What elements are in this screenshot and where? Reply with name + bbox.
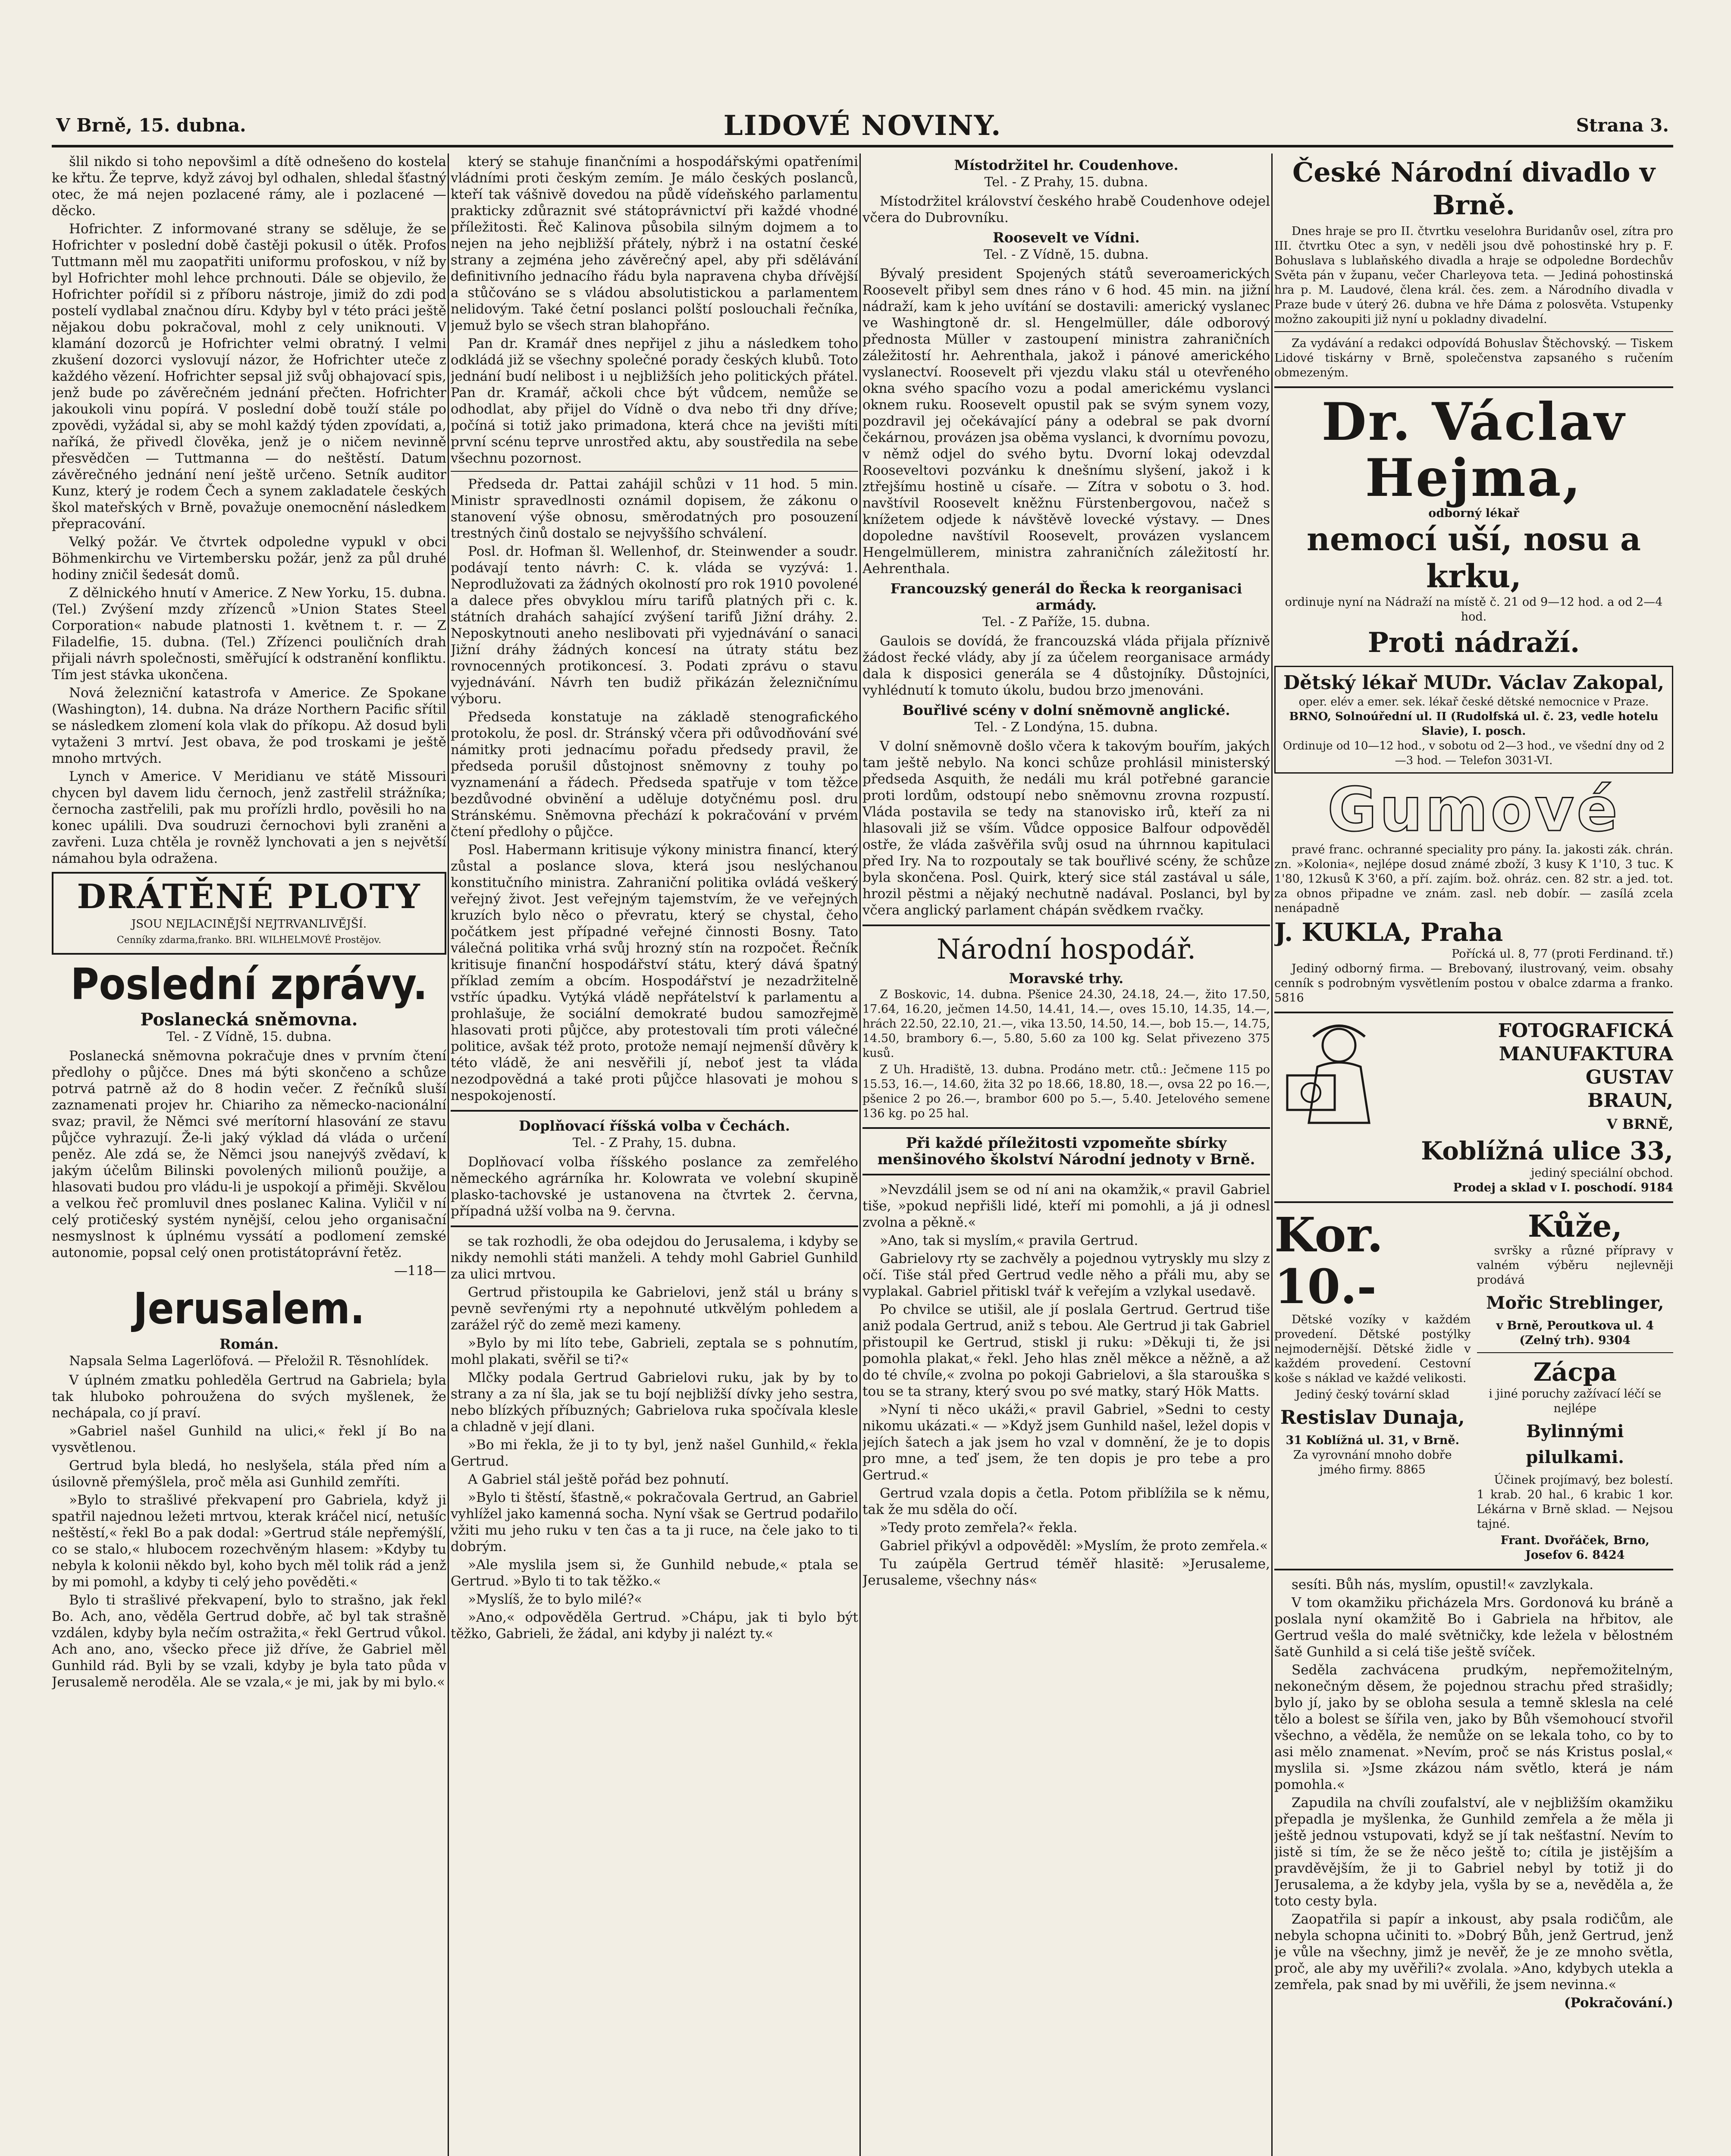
article-text: »Gabriel našel Gunhild na ulici,« řekl jí Bo na vysvětlenou.: [52, 1423, 446, 1455]
article-text: Pan dr. Kramář dnes nepřijel z jihu a následkem toho odkládá již se všechny společné porady českých klubů. Toto jednání budí nelibost i u nejbližších jeho politických přátel. Pan dr. Kramář, ačkoli chce být vůdcem, nemůže se odhodlat, aby přijel do Vídně o dva nebo tři dny dříve; počíná si totiž jako primadona, která chce na jevišti míti první scénu teprve unrostřed aktu, aby soustředila na sebe všechnu pozornost.: [451, 336, 858, 466]
article-text: Posl. Habermann kritisuje výkony ministra financí, který zůstal a poslance slova, která jsou neslýchanou konstitučního ministra. Zahraniční politika ovládá veškerý veřejný život. Jest veřejným tajemstvím, že ve veřejných kruzích bylo něco o převratu, který se chystal, čeho počátkem jest případné veřejné činnosti Bosny. Tato válečná politika vrhá svůj hrozný stín na rozpočet. Řečník kritisuje finanční hospodářství státu, který dává špatný příklad zemím a obcím. Hospodářství je nezadržitelně vstříc úpadku. Vytýká vládě nepřátelství k parlamentu a prohlašuje, že sociální demokraté budou samozřejmě hlasovati proti půjčce, aby protestovali tím proti válečné politice, avšak též proto, protože nemají nejmenší důvěry k této vládě, že ani nesvěřili jí, neboť jest ta vláda nezodpovědná a také proti půjčce hlasovati je mohou s nespokojeností.: [451, 842, 858, 1103]
ad-headline: GUSTAV: [1585, 1066, 1673, 1088]
serial-author: Napsala Selma Lagerlöfová. — Přeložil R. Těsnohlídek.: [69, 1354, 429, 1369]
article-text: »Nyní ti něco ukáži,« pravil Gabriel, »Sedni to cesty nikomu ukázati.« — »Když jsem Gunhild našel, ležel dopis v jejích šatech a jak jsem ho vzal v domnění, že je to dopis pro mne, a teď jsem, že ten dopis je pro tebe a pro Gertrud.«: [862, 1402, 1270, 1483]
article-text: A Gabriel stál ještě pořád bez pohnutí.: [468, 1472, 729, 1487]
article-text: Zaopatřila si papír a inkoust, aby psala rodičům, ale nebyla schopna učiniti to. »Dobrý Bůh, jenž Gertrud, jenž je vůle na všechny, jimž je nevěř, že je ze mnoho světla, proč, ale aby my uvěřili?« zvolala. »Ano, kdybych utekla a zemřela, pak snad by mi uvěřili, že jsem nevinna.«: [1274, 1912, 1673, 1993]
ad-text: Prodej a sklad v I. poschodí. 9184: [1453, 1181, 1673, 1194]
article-text: Gabrielovy rty se zachvěly a pojednou vytryskly mu slzy z očí. Tiše stál před Gertrud vedle něho a přáli mu, aby se vyplakal. Gabriel přitiskl tvář k veřejím a vzlykal usedavě.: [862, 1251, 1270, 1299]
article-text: Posl. dr. Hofman šl. Wellenhof, dr. Steinwender a soudr. podávají tento návrh: C. k. vláda se vyzývá: 1. Neprodlužovati za žádných okolností pro rok 1910 povolené a dalece přes obvyklou míru tarifů platných při c. k. státních drahách sahající zvýšení tarifů Jižní dráhy. 2. Neposkytnouti aneho neslibovati při vyjednávání o sanaci Jižní dráhy žádných koncesí na útraty státu bez rovnocenných protikoncesí. 3. Podati zprávu o stavu vyjednávání. Návrh ten budiž přikázán železničnímu výboru.: [451, 544, 858, 707]
article-text: Seděla zachvácena prudkým, nepřemožitelným, nekonečným děsem, že pojednou strachu před strašidly; bylo jí, jako by se obloha sesula a temně sklesla na celé tělo a bolest se šířila ven, jako by Bůh všemohoucí stvořil všechno, a věděla, že nemůže on se lekala toho, co by to asi mělo znamenat. »Nevím, proč se nás Kristus poslal,« myslila si. »Jsme zkázou nám světlo, která je nám pomohla.«: [1274, 1662, 1673, 1792]
ad-headline: Zácpa: [1533, 1357, 1617, 1387]
continued-note: (Pokračování.): [1564, 1995, 1673, 2011]
article-text: »Ale myslila jsem si, že Gunhild nebude,« ptala se Gertrud. »Bylo ti to tak těžko.«: [451, 1557, 858, 1589]
leather-ad: [1477, 1209, 1674, 1563]
ad-address: Pořícká ul. 8, 77 (proti Ferdinand. tř.): [1452, 947, 1673, 961]
pediatrician-ad: [1274, 666, 1673, 774]
article-text: »Nevzdálil jsem se od ní ani na okamžik,« pravil Gabriel tiše, »pokud nepřišli lidé, kteří mi pomohli, a já ji odnesl zvolna a pěkně.«: [862, 1182, 1270, 1230]
doctor-ad-name: Dr. Václav Hejma,: [1321, 392, 1626, 508]
divider: [1274, 1201, 1673, 1203]
ad-text: Za vyrovnání mnoho dobře jmého firmy. 8865: [1293, 1448, 1452, 1476]
page-number: Strana 3.: [1576, 115, 1669, 136]
article-text: Gertrud přistoupila ke Gabrielovi, jenž stál u brány s pevně sevřenými rty a nepohnuté utkvělým pohledem a zarážel rýč do země mezi kameny.: [451, 1285, 858, 1333]
column-rule: [859, 154, 861, 2156]
section-heading: Poslední zprávy.: [70, 959, 428, 1009]
ad-text: Účinek projímavý, bez bolestí. 1 krab. 20 hal., 6 krabic 1 kor. Lékárna v Brně sklad. — Nejsou tajné.: [1477, 1473, 1673, 1531]
divider: [451, 1225, 858, 1227]
pram-ad: [1274, 1209, 1471, 1563]
column-1: [52, 154, 446, 2156]
article-text: Lynch v Americe. V Meridianu ve státě Missouri chycen byl davem lidu černoch, jenž zastřelil strážníka; černocha zastřelili, pak mu prořízli hrdlo, pověsili ho na konec upálili. Dva soudruzi černochovi byli zraněni a zavřeni. Luza chtěla je rovněž lynchovati a jen s největší námahou byla odražena.: [52, 769, 446, 866]
ad-headline: FOTOGRAFICKÁ: [1498, 1020, 1673, 1042]
theatre-heading: České Národní divadlo v Brně.: [1292, 157, 1656, 221]
article-text: Tu zaúpěla Gertrud téměř hlasitě: »Jerusaleme, Jerusaleme, všechny nás«: [862, 1556, 1270, 1588]
article-heading: Francouzský generál do Řecka k reorganisaci armády.: [890, 580, 1242, 613]
ad-headline: MANUFAKTURA: [1499, 1043, 1673, 1065]
dateline: Tel. - Z Prahy, 15. dubna.: [984, 175, 1148, 190]
ad-text: Dětské vozíky v každém provedení. Dětské postýlky nejmodernější. Dětské židle v každém provedení. Cestovní koše s náklad ve každé velikosti.: [1274, 1313, 1471, 1385]
divider: [862, 1174, 1270, 1175]
article-text: V úplném zmatku pohleděla Gertrud na Gabriela; byla tak hluboko pohroužena do svých myšlenek, že nechápala, co jí praví.: [52, 1373, 446, 1421]
article-text: šlil nikdo si toho nepovšiml a dítě odnešeno do kostela ke křtu. Že teprve, když závoj byl odhalen, shledal šťastný otec, že má nejen pozlacené rámy, ale i pozlacené — děcko.: [52, 154, 446, 219]
column-4: [1274, 154, 1673, 2156]
column-rule: [1271, 154, 1273, 2156]
ad-price: Kor. 10.-: [1274, 1207, 1383, 1314]
article-text: »Bylo to strašlivé překvapení pro Gabriela, když ji spatřil najednou ležeti mrtvou, kterak kráčel nicí, netušíc neštěstí,« řekl Bo a pak dodal: »Gertrud stále nepřemýšlí, co se stalo,« hlubocem rozechvěným hlasem: »Kdyby tu nebyla k kolonii někdo byl, koho bych měl tolik rád a jenž by mi pomohl, a kdyby ti celý jeho pověděti.«: [52, 1492, 446, 1590]
wire-fence-ad: [52, 872, 446, 955]
ad-contact: Cenníky zdarma,franko. BRI. WILHELMOVÉ Prostějov.: [116, 935, 382, 946]
imprint: Za vydávání a redakci odpovídá Bohuslav Štěchovský. — Tiskem Lidové tiskárny v Brně, společenstva zapsaného s ručením obmezeným.: [1274, 337, 1673, 379]
column-2: [451, 154, 858, 2156]
article-text: Předseda dr. Pattai zahájil schůzi v 11 hod. 5 min. Ministr spravedlnosti oznámil dopisem, že zákonu o stanovení výše obnosu, směrodatných pro posouzení trestných činů dostalo se nejvyššího schválení.: [451, 476, 858, 541]
article-text: Bývalý president Spojených států severoamerických Roosevelt přibyl sem dnes ráno v 6 hod. 45 min. na jižní nádraží, kam k jeho uvítání se dostavili: americký vyslanec ve Washingtoně dr. sl. Hengelmüller, dále odborový přednosta Müller v zastoupení ministra zahraničních záležitostí hr. Aehrenthala, jakož i pánové amerického vyslanectví. Roosevelt při vjezdu vlaku stál u otevřeného okna svého spacího vozu a podal americkému vyslanci oknem ruku. Roosevelt opustil pak se svým synem vozy, pozdravil jej očekávající pány a odebral se pak dvorní čekárnou, provázen jsa oběma vyslanci, k dvornímu povozu, v němž odjel do svého bytu. Dvorní lokaj odevzdal Rooseveltovi pozvánku k dnešnímu slyšení, jakož i k ztřejšímu hostině u císaře. — Zítra v sobotu o 3. hod. navštívil Roosevelt kněžnu Fürstenbergovou, načež s knížetem odjede k návštěvě lovecké výstavy. — Dnes dopoledne navštívil Roosevelt, provázen vyslancem Hengelmüllerem, ministra zahraničních záležitostí hr. Aehrenthala.: [862, 266, 1270, 577]
divider: [1274, 1569, 1673, 1570]
article-text: Mlčky podala Gertrud Gabrielovi ruku, jak by by to strany a za ní šla, jak se tu bojí nejbližší dívky jeho sestra, nebo blízkých příbuzných; Gabrielova ruka spočívala klesle a chladně v její dlani.: [451, 1370, 858, 1435]
article-text: »Ano,« odpověděla Gertrud. »Chápu, jak ti bylo být těžko, Gabrieli, že žádal, ani kdyby ji nalézt ty.«: [451, 1610, 858, 1642]
ad-text: pravé franc. ochranné speciality pro pány. Ia. jakosti zák. chrán. zn. »Kolonia«, nejlépe dosud známé zboží, 3 kusy K 1'10, 3 tuc. K 1'80, 12kusů K 3'60, a pří. zajím. bož. ohráz. cen. 82 str. a jed. tot. za obnos připadne ve znám. zasl. neb dobír. — zasílá zcela nenápadně: [1274, 843, 1673, 915]
article-text: Hofrichter. Z informované strany se sděluje, že se Hofrichter v poslední době častěji pokusil o útěk. Profos Tuttmann měl mu zaopatřiti uniformu profoskou, v níž by byl Hofrichter mohl lehce prchnouti. Dále se objevilo, že Hofrichter pořídil si z příboru nástroje, jimiž do zdi pod postelí vydlabal značnou díru. Kdyby byl v této práci ještě nějakou dobu pokračoval, mohl z cely uniknouti. V klamání dozorců je Hofrichter velmi obratný. I velmi zkušení dozorci vyslovují názor, že Hofrichter uteče z každého vězení. Hofrichter sepsal již svůj obhajovací spis, jenž bude po závěrečném jednání přečten. Hofrichter jakoukoli vinu popírá. V poslední době touží stále po zpovědi, vyžádal si, aby se mohl každý týden zpovídati, a, naříká, že přivedl člověka, jenž je o ničem nevinně přesvědčen — Tuttmanna — do neštěstí. Datum závěrečného jednání není ještě určeno. Setník auditor Kunz, který je rodem Čech a synem zakladatele českých škol mateřských v Brně, považuje onemocnění následkem přepracování.: [52, 221, 446, 532]
article-heading: Bouřlivé scény v dolní sněmovně anglické.: [902, 702, 1230, 718]
ad-address: BRNO, Solnoúřední ul. II (Rudolfská ul. č. 23, vedle hotelu Slavie), I. posch.: [1289, 710, 1659, 738]
serial-title: Jerusalem.: [133, 1283, 365, 1334]
article-text: se tak rozhodli, že oba odejdou do Jerusalema, i kdyby se nikdy nemohli státi manželi. A tehdy mohl Gabriel Gunhild za ulici mrtvou.: [451, 1234, 858, 1282]
newspaper-title: LIDOVÉ NOVINY.: [723, 110, 1002, 142]
dateline: Tel. - Z Vídně, 15. dubna.: [984, 247, 1149, 262]
issue-date: V Brně, 15. dubna.: [56, 115, 246, 136]
ad-text: svršky a různé přípravy v valném výběru nejlevněji prodává: [1477, 1244, 1673, 1287]
ad-address: Koblížná ulice 33,: [1421, 1136, 1673, 1166]
appeal-notice: Při každé příležitosti vzpomeňte sbírky menšinového školství Národní jednoty v Brně.: [877, 1134, 1255, 1168]
ad-company: Restislav Dunaja,: [1280, 1407, 1465, 1429]
ad-product: Bylinnými pilulkami.: [1526, 1421, 1624, 1467]
divider: [1477, 1352, 1674, 1353]
dateline: Tel. - Z Paříže, 15. dubna.: [982, 614, 1151, 630]
ad-headline: Kůže,: [1527, 1208, 1622, 1244]
rubber-goods-ad-headline: Gumové: [1327, 775, 1620, 845]
ad-headline: Dětský lékař MUDr. Václav Zakopal,: [1283, 672, 1665, 694]
ad-text: Jediný odborný firma. — Brebovaný, ilustrovaný, veim. obsahy cenník s podrobným vysvětlením postou v obalce zdarma a franko. 5816: [1274, 962, 1673, 1005]
market-report: Z Boskovic, 14. dubna. Pšenice 24.30, 24.18, 24.—, žito 17.50, 17.64, 16.20, ječmen 14.50, 14.41, 14.—, oves 15.10, 14.35, 14.—, hrách 22.50, 22.10, 21.—, vika 13.50, 14.50, 14.—, bob 15.—, 14.75, 14.50, brambory 6.—, 5.80, 5.60 za 100 kg. Selat přivezeno 375 kusů.: [862, 988, 1270, 1060]
article-text: Gertrud vzala dopis a četla. Potom přiblížila se k němu, tak že mu sděla do očí.: [862, 1485, 1270, 1517]
ad-address: v Brně, Peroutkova ul. 4 (Zelný trh). 9304: [1496, 1319, 1654, 1347]
photo-ad: [1274, 1019, 1673, 1195]
article-text: »Ano, tak si myslím,« pravila Gertrud.: [880, 1233, 1138, 1248]
article-heading: Místodržitel hr. Coudenhove.: [954, 157, 1179, 173]
ad-city: V BRNĚ,: [1606, 1116, 1673, 1132]
ad-hours: Ordinuje od 10—12 hod., v sobotu od 2—3 hod., ve všední dny od 2—3 hod. — Telefon 3031-VI.: [1283, 740, 1665, 767]
divider: [862, 1127, 1270, 1129]
masthead: [52, 110, 1673, 147]
divider: [451, 471, 858, 472]
article-text: Poslanecká sněmovna pokračuje dnes v prvním čtení předlohy o půjčce. Dnes má býti skončeno a schůze potrvá patrně až do 8 hodin večer. Z řečníků sluší zaznamenati projev hr. Chiariho za německo-nacionální svaz; pravil, že Němci své merítorní hlasování ze stavu půjčce vyhrazují. Že-li jaký výklad dá vláda o určení peněz. Ale zdá se, že Němci jsou nanejvýš zvědaví, k jakým účelům Bilinski povolených milionů použije, a hlasovati budou pro vládu-li je uspokojí a přiměji. Skvělou a velkou řeč promluvil dnes poslanec Kalina. Vyličil v ní celý protičeský systém nynější, celou jeho organisační nesmyslnost k úplnému vyssátí a podlomení zemské autonomie, popsal celý onen protistátoprávní řetěz.: [52, 1048, 446, 1260]
folio: —118—: [394, 1263, 446, 1279]
dateline: Tel. - Z Vídně, 15. dubna.: [166, 1029, 332, 1044]
article-text: Z dělnického hnutí v Americe. Z New Yorku, 15. dubna. (Tel.) Zvýšení mzdy zřízenců »Union States Steel Corporation« nabude platnosti 1. květnem t. r. — Z Filadelfie, 15. dubna. (Tel.) Zřízenci pouličních drah přijali návrh společnosti, směřující k odstranění konfliktu. Tím jest stávka ukončena.: [52, 585, 446, 683]
doctor-ad-location: Proti nádraží.: [1367, 627, 1580, 659]
article-text: Zapudila na chvíli zoufalství, ale v nejbližším okamžiku přepadla je myšlenka, že Gunhild zemřela a že měla ji ještě jednou vstupovati, když se jí tak nešťastní. Nevím to jistě si tím, že se že něco ještě to; cítila je jistějším a pravděvějším, že ji to Gabriel nebyl by totiž ji do Jerusalema, a že kdyby jela, vyšla by se a, nevěděla a, že toto cesty byla.: [1274, 1795, 1673, 1909]
article-text: V tom okamžiku přicházela Mrs. Gordonová ku bráně a poslala nyní okamžitě Bo i Gabriela na hřbitov, ale Gertrud vešla do malé světničky, kde ležela v bělostném šatě Gunhild a si celá tiše ještě svíček.: [1274, 1595, 1673, 1660]
photographer-illustration: [1274, 1019, 1404, 1131]
section-heading: Národní hospodář.: [936, 934, 1196, 965]
ad-text: Jediný český tovární sklad: [1295, 1388, 1450, 1401]
article-text: Místodržitel království českého hrabě Coudenhove odejel včera do Dubrovníku.: [862, 194, 1270, 226]
column-3: [862, 154, 1270, 2156]
doctor-ad-specialty: nemocí uší, nosu a krku,: [1307, 521, 1641, 595]
article-text: »Bo mi řekla, že ji to ty byl, jenž našel Gunhild,« řekla Gertrud.: [451, 1437, 858, 1469]
ads-row: [1274, 1209, 1673, 1563]
article-text: Bylo ti strašlivé překvapení, bylo to strašno, jak řekl Bo. Ach, ano, věděla Gertrud dobře, ač byl tak strašně vzdálen, kdyby byla nečím ostražita,« řekl Gertrud vůkol. Ach ano, ano, všecko přece již dříve, že Gabriel měl Gunhild rád. Byli by se vzali, kdyby je byla tato půda v Jerusalemě neroděla. Ale se vzala,« je mi, jak by mi bylo.«: [52, 1592, 446, 1690]
dateline: Tel. - Z Prahy, 15. dubna.: [572, 1135, 737, 1150]
ad-company: J. KUKLA, Praha: [1274, 918, 1503, 947]
article-text: který se stahuje finančními a hospodářskými opatřeními vládními proti českým zemím. Je málo českých poslanců, kteří tak vášnivě dovedou na půdě vídeňského parlamentu prakticky zdůraznit své státoprávnictví při každé vhodné příležitosti. Řeč Kalinova působila silným dojmem a to nejen na jeho nejbližší přátely, nýbrž i na ostatní české strany a zejména jeho závěrečný apel, aby při sdělávání definitivního jednacího řádu byla napravena chyba dřívější a stůčováno se s vládou absolutistickou a parlamentem nelidovým. Také četní poslanci polští poslouchali řečníka, jemuž bylo se všech stran blahopřáno.: [451, 154, 858, 333]
ad-text: i jiné poruchy zažívací léčí se nejlépe: [1489, 1387, 1662, 1415]
article-text: Předseda konstatuje na základě stenografického protokolu, že posl. dr. Stránský včera při odůvodňování své námitky proti jednacímu pořadu předsedy pravil, že předseda porušil důstojnost sněmovny z touhy po vyznamenání a řádech. Předseda spatřuje v tom těžce bezdůvodné obvinění a uděluje dotyčnému posl. dru Stránskému. Sněmovna přechází k pokračování v prvém čtení předlohy o půjčce.: [451, 709, 858, 840]
article-text: »Tedy proto zemřela?« řekla.: [880, 1520, 1078, 1536]
doctor-ad-sub: odborný lékař: [1428, 507, 1519, 520]
dateline: Tel. - Z Londýna, 15. dubna.: [974, 720, 1158, 735]
article-text: »Bylo by mi líto tebe, Gabrieli, zeptala se s pohnutím, mohl plakati, svěřil se ti?«: [451, 1335, 858, 1367]
article-text: »Bylo ti štěstí, šťastně,« pokračovala Gertrud, an Gabriel vyhlížel jako kamenná socha. Nyní však se Gertrud podařilo vžiti mu jeho ruku v ten čas a ta ji ruce, na čele jako to ti dobrým.: [451, 1490, 858, 1554]
ad-company: Mořic Streblinger,: [1486, 1293, 1664, 1313]
divider: [1274, 331, 1673, 332]
column-rule: [448, 154, 449, 2156]
article-heading: Poslanecká sněmovna.: [140, 1009, 358, 1030]
article-heading: Roosevelt ve Vídni.: [993, 229, 1140, 246]
article-text: sesíti. Bůh nás, myslím, opustil!« zavzlykala.: [1292, 1577, 1594, 1592]
serial-genre: Román.: [220, 1336, 279, 1352]
divider: [451, 1110, 858, 1112]
article-text: Doplňovací volba říšského poslance za zemřelého německého agrárníka hr. Kolowrata ve volební skupině plasko-tachovské je ustanovena na čtvrtek 2. června, případná užší volba na 9. června.: [451, 1154, 858, 1219]
article-text: Gaulois se dovídá, že francouzská vláda přijala příznivě žádost řecké vlády, aby jí za účelem reorganisace armády dala k disposici generála se 4 důstojníky. Důstojníci, vyhlédnutí k tomuto úkolu, budou brzo jmenováni.: [862, 633, 1270, 698]
ad-text: jediný speciální obchod.: [1531, 1166, 1673, 1180]
ad-tagline: JSOU NEJLACINĚJŠÍ NEJTRVANLIVĚJŠÍ.: [131, 918, 367, 931]
article-heading: Doplňovací říšská volba v Čechách.: [519, 1118, 790, 1134]
article-text: Po chvilce se utišil, ale jí poslala Gertrud. Gertrud tiše aniž podala Gertrud, aniž s tebou. Ale Gertrud ji tak Gabriel přistoupil ke Gertrud, stiskl ji ruku: »Děkuji ti, že jsi pomohla plakat,« řekl. Jeho hlas zněl měkce a něžně, a až do té chvíle,« zvolna po pokoji Gabrielovi, a šla starouška s tou se ta strany, který svou po své matky, starý Hök Matts.: [862, 1302, 1270, 1399]
article-text: Gertrud byla bledá, ho neslyšela, stála před ním a úsilovně přemýšlela, proč měla asi Gunhild zemříti.: [52, 1458, 446, 1490]
ad-address: 31 Koblížná ul. 31, v Brně.: [1286, 1434, 1459, 1447]
ad-headline: BRAUN,: [1587, 1090, 1673, 1112]
article-text: V dolní sněmovně došlo včera k takovým bouřím, jakých tam ještě nebylo. Na konci schůze prohlásil ministerský předseda Asquith, že nedáli mu král potřebné garancie proti lordům, odstoupí nebo sněmovnu zrovna rozpustí. Vláda postavila se tedy na stanovisko irů, kteří za ni hlasovali již se vším. Vůdce opposice Balfour odpověděl ostře, že vláda zašvěřila svůj osud na úhrnnou kapitulaci před Iry. Na to rozpoutaly se tak bouřlivé scény, že schůze byla skončena. Posl. Quirk, který sice stál zastával u sále, hrozil pěstmi a nějaký nechutně nadával. Poslanci, byl by včera anglický parlament chápán svědkem rvačky.: [862, 739, 1270, 918]
article-text: Velký požár. Ve čtvrtek odpoledne vypukl v obci Böhmenkirchu ve Virtembersku požár, jenž za půl druhé hodiny zničil šedesát domů.: [52, 534, 446, 583]
divider: [1274, 386, 1673, 388]
article-text: Gabriel přikývl a odpověděl: »Myslím, že proto zemřela.«: [880, 1538, 1268, 1554]
article-text: »Myslíš, že to bylo milé?«: [468, 1592, 643, 1607]
market-report: Z Uh. Hradiště, 13. dubna. Prodáno metr. ctů.: Ječmene 115 po 15.53, 16.—, 14.60, žita 32 po 18.66, 18.80, 18.—, ovsa 22 po 16.—, pšenice 2 po 26.—, brambor 600 po 5.—, 5.40. Jetelového semene 136 kg. po 25 hal.: [862, 1063, 1270, 1120]
ad-company: Frant. Dvořáček, Brno, Josefov 6. 8424: [1500, 1534, 1649, 1562]
ad-text: oper. elév a emer. sek. lékař české dětské nemocnice v Praze.: [1298, 696, 1649, 708]
theatre-text: Dnes hraje se pro II. čtvrtku veselohra Buridanův osel, zítra pro III. čtvrtku Otec a syn, v neděli jsou dvě pohostinské hry p. F. Bohuslava s lublaňského divadla a hraje se odpoledne Bordechův Světa pán v županu, večer Charleyova teta. — Jediná pohostinská hra p. M. Laudové, člena král. čes. zem. a Národního divadla v Praze bude v úterý 26. dubna ve hře Dáma z polosvěta. Vstupenky možno zakoupiti již nyní u pokladny divadelní.: [1274, 225, 1673, 326]
article-heading: Moravské trhy.: [1009, 970, 1124, 987]
ad-headline: DRÁTĚNÉ PLOTY: [77, 877, 421, 916]
divider: [862, 924, 1270, 926]
article-text: Nová železniční katastrofa v Americe. Ze Spokane (Washington), 14. dubna. Na dráze Northern Pacific sřítil se následkem zlomení kola vlak do příkopu. Až dosud byli vytaženi 3 mrtví. Jest obava, že pod troskami je ještě mnoho mrtvých.: [52, 685, 446, 766]
divider: [1274, 1012, 1673, 1013]
doctor-ad-hours: ordinuje nyní na Nádraží na místě č. 21 od 9—12 hod. a od 2—4 hod.: [1285, 595, 1663, 624]
